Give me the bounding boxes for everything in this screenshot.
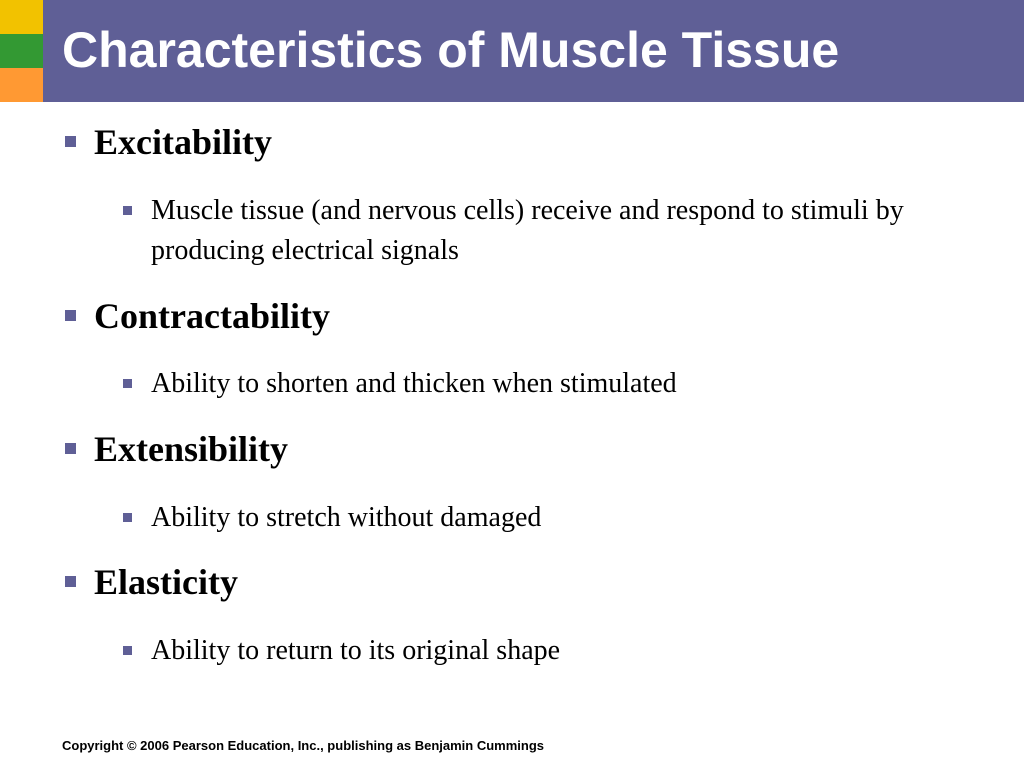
square-bullet-icon xyxy=(123,513,132,522)
accent-orange-block xyxy=(0,68,43,102)
accent-yellow-block xyxy=(0,0,43,34)
slide-title: Characteristics of Muscle Tissue xyxy=(62,22,840,78)
square-bullet-icon xyxy=(65,443,76,454)
bullet-detail-excitability: Muscle tissue (and nervous cells) receive and respond to stimuli by producing electrical signals xyxy=(151,195,904,266)
bullet-heading-extensibility: Extensibility xyxy=(94,429,289,469)
bullet-detail-elasticity: Ability to return to its original shape xyxy=(151,635,561,666)
square-bullet-icon xyxy=(123,206,132,215)
square-bullet-icon xyxy=(123,379,132,388)
accent-green-block xyxy=(0,34,43,68)
square-bullet-icon xyxy=(65,310,76,321)
square-bullet-icon xyxy=(65,136,76,147)
bullet-detail-contractability: Ability to shorten and thicken when stimulated xyxy=(151,368,677,399)
bullet-heading-elasticity: Elasticity xyxy=(94,562,238,602)
copyright-footer: Copyright © 2006 Pearson Education, Inc., publishing as Benjamin Cummings xyxy=(62,738,544,753)
bullet-heading-contractability: Contractability xyxy=(94,296,330,336)
square-bullet-icon xyxy=(123,646,132,655)
square-bullet-icon xyxy=(65,576,76,587)
bullet-detail-extensibility: Ability to stretch without damaged xyxy=(151,502,542,533)
bullet-heading-excitability: Excitability xyxy=(94,122,272,162)
